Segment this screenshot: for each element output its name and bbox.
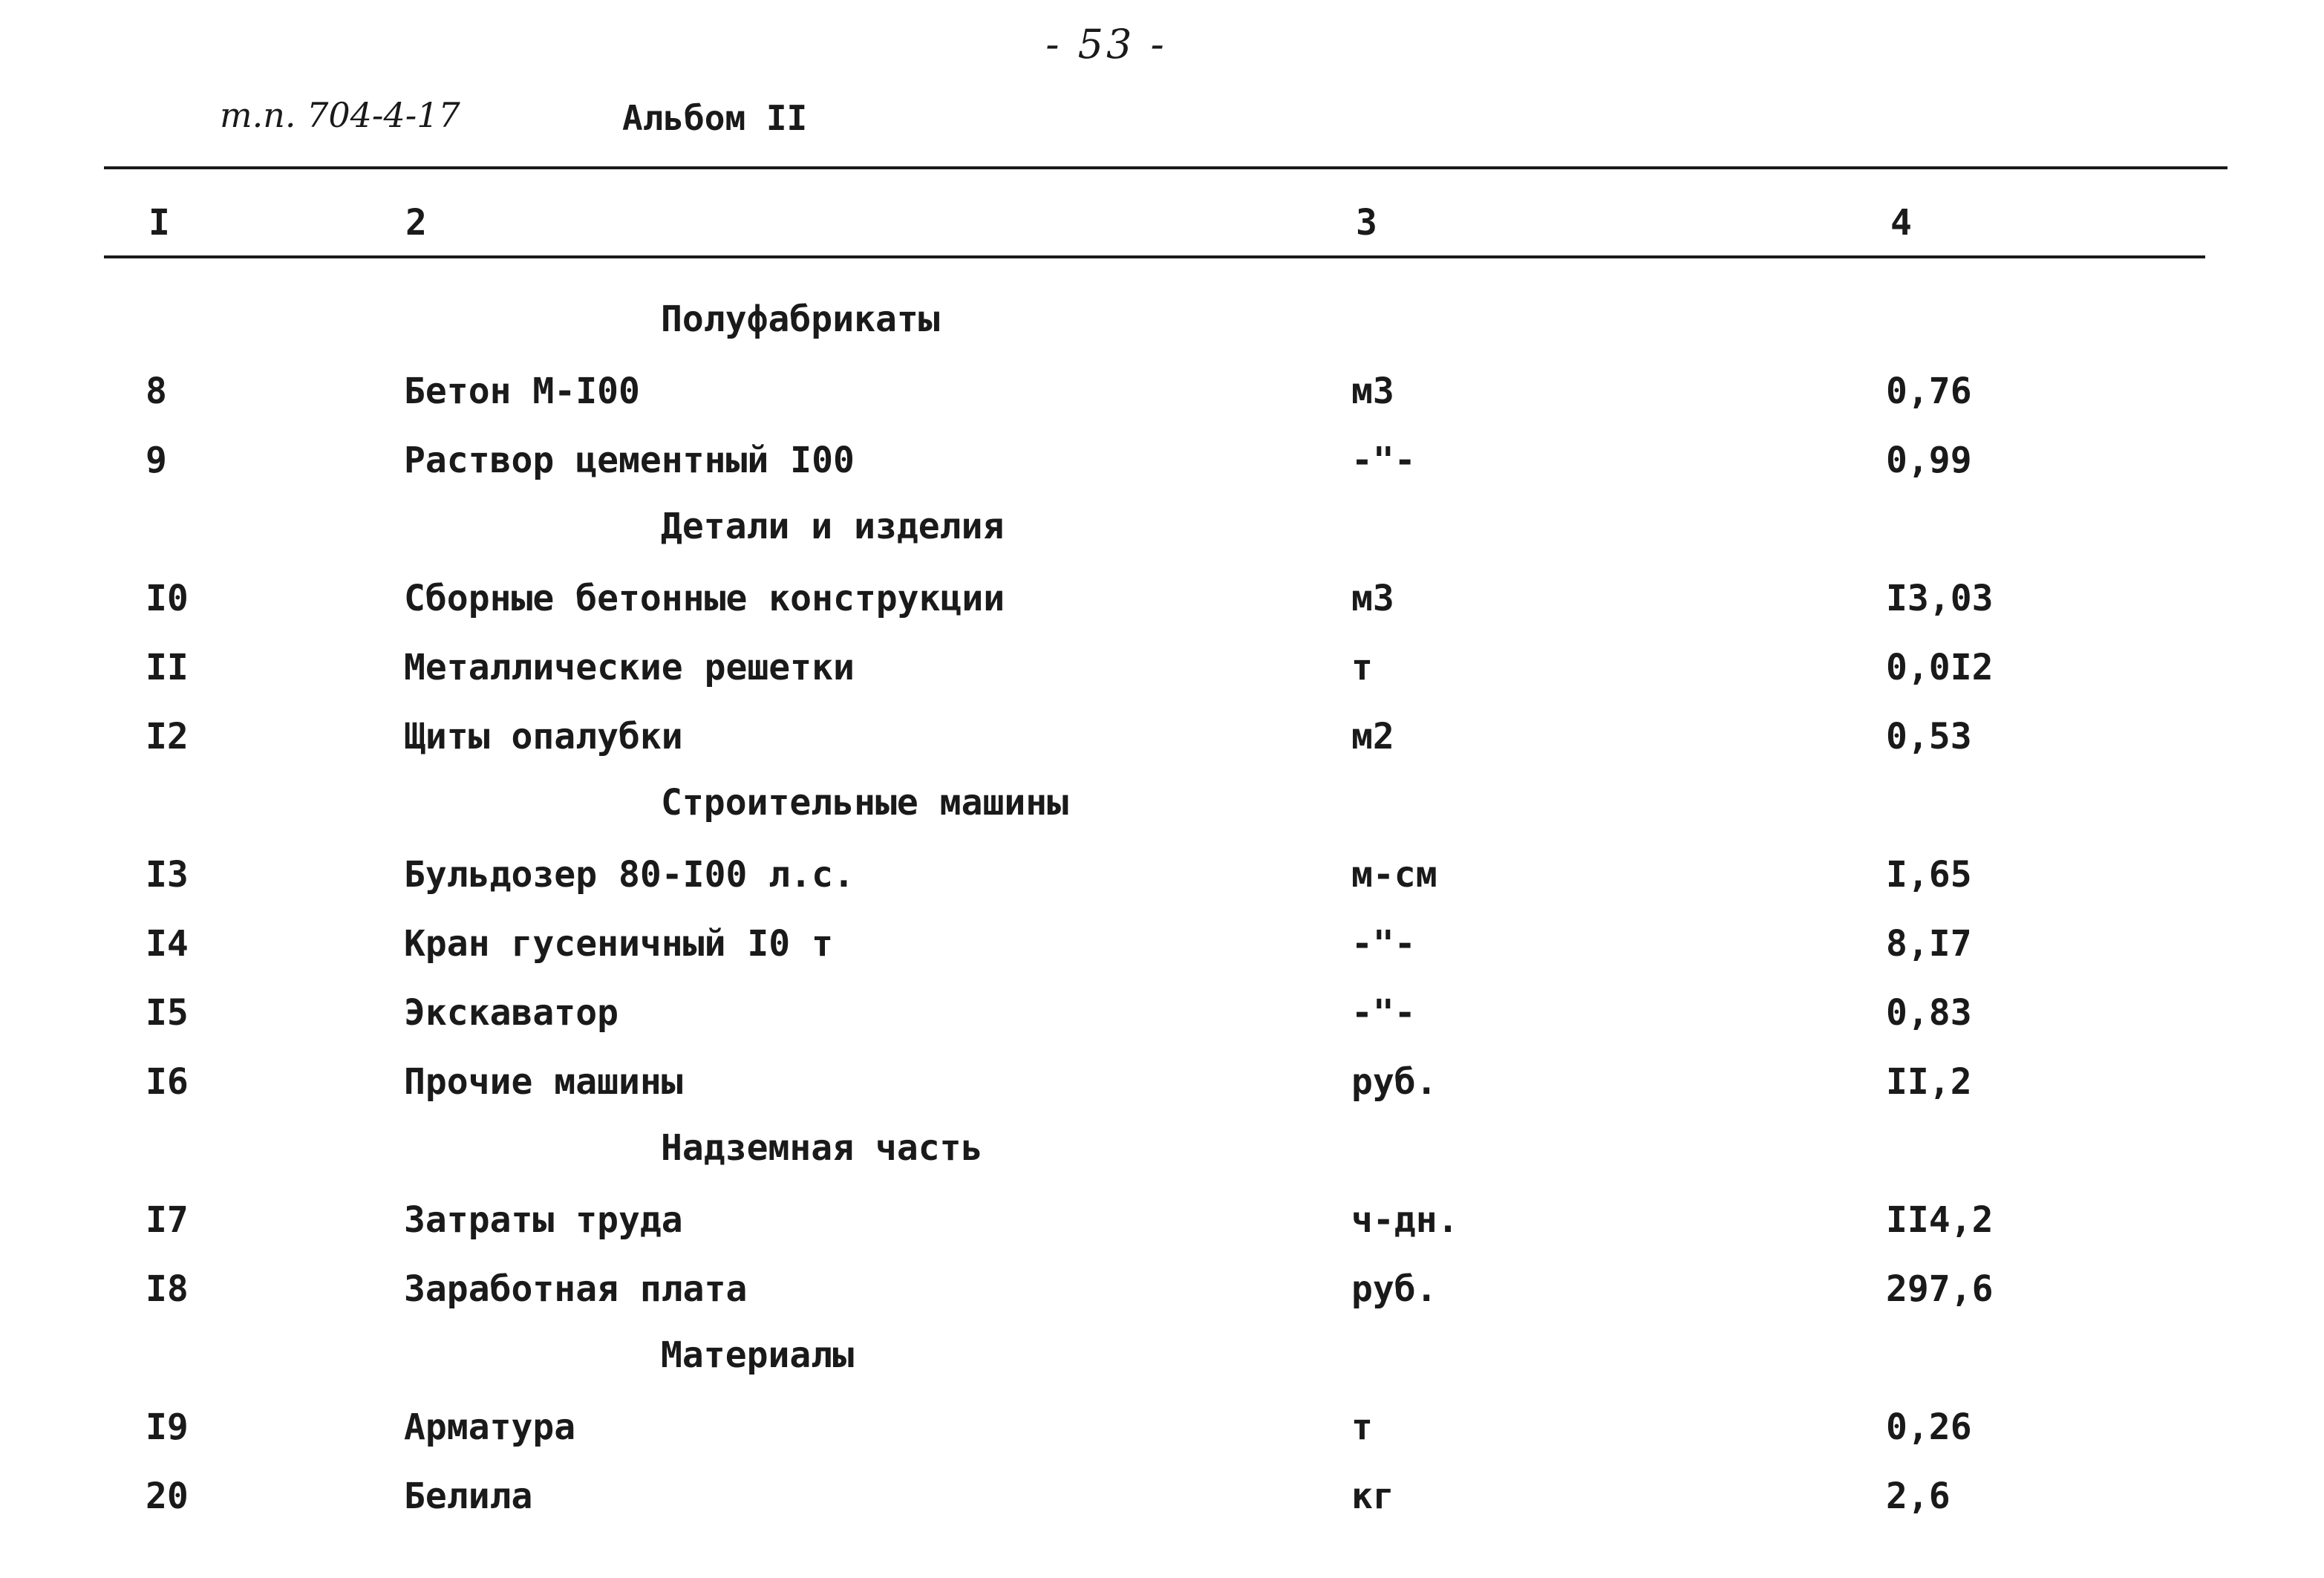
row-name: Бетон М-I00 bbox=[404, 371, 640, 412]
section-title: Полуфабрикаты bbox=[661, 299, 940, 340]
table-row bbox=[0, 429, 2324, 498]
row-number: I9 bbox=[146, 1406, 189, 1448]
row-value: 0,99 bbox=[1886, 440, 1972, 481]
row-unit: -"- bbox=[1351, 992, 1416, 1034]
column-header-3: 3 bbox=[1356, 202, 1377, 244]
row-value: 2,6 bbox=[1886, 1476, 1951, 1517]
row-number: I8 bbox=[146, 1268, 189, 1310]
row-number: 8 bbox=[146, 371, 167, 412]
row-value: 297,6 bbox=[1886, 1268, 1994, 1310]
table-row bbox=[0, 705, 2324, 775]
row-number: II bbox=[146, 647, 189, 688]
table-row bbox=[0, 1258, 2324, 1327]
column-headers bbox=[0, 202, 2324, 247]
row-name: Щиты опалубки bbox=[404, 716, 683, 757]
row-unit: м-см bbox=[1351, 854, 1437, 896]
row-unit: ч-дн. bbox=[1351, 1199, 1459, 1241]
row-name: Заработная плата bbox=[404, 1268, 748, 1310]
row-number: 9 bbox=[146, 440, 167, 481]
table-row bbox=[0, 1189, 2324, 1258]
section-heading bbox=[0, 291, 2324, 360]
row-value: 0,0I2 bbox=[1886, 647, 1994, 688]
row-number: 20 bbox=[146, 1476, 189, 1517]
row-name: Прочие машины bbox=[404, 1061, 683, 1103]
section-heading bbox=[0, 1120, 2324, 1189]
row-number: I2 bbox=[146, 716, 189, 757]
row-unit: -"- bbox=[1351, 440, 1416, 481]
section-title: Надземная часть bbox=[661, 1127, 983, 1169]
row-value: 0,76 bbox=[1886, 371, 1972, 412]
document-code: т.п. 704-4-17 bbox=[220, 95, 460, 135]
row-number: I5 bbox=[146, 992, 189, 1034]
table-row bbox=[0, 1396, 2324, 1465]
row-unit: м3 bbox=[1351, 371, 1394, 412]
row-value: 0,83 bbox=[1886, 992, 1972, 1034]
section-title: Материалы bbox=[661, 1334, 855, 1376]
column-header-1: I bbox=[148, 202, 170, 244]
row-number: I7 bbox=[146, 1199, 189, 1241]
row-name: Экскаватор bbox=[404, 992, 618, 1034]
row-value: I3,03 bbox=[1886, 578, 1994, 619]
section-heading bbox=[0, 775, 2324, 844]
row-name: Затраты труда bbox=[404, 1199, 683, 1241]
row-unit: руб. bbox=[1351, 1061, 1437, 1103]
column-header-2: 2 bbox=[405, 202, 427, 244]
row-number: I6 bbox=[146, 1061, 189, 1103]
row-unit: м3 bbox=[1351, 578, 1394, 619]
row-name: Кран гусеничный I0 т bbox=[404, 923, 833, 965]
table-row bbox=[0, 844, 2324, 913]
row-unit: т bbox=[1351, 647, 1373, 688]
page-number: - 53 - bbox=[1045, 21, 1167, 68]
row-value: 0,53 bbox=[1886, 716, 1972, 757]
table-row bbox=[0, 360, 2324, 429]
header-rule bbox=[104, 255, 2205, 258]
section-title: Строительные машины bbox=[661, 782, 1069, 824]
row-name: Бульдозер 80-I00 л.с. bbox=[404, 854, 855, 896]
row-name: Арматура bbox=[404, 1406, 576, 1448]
row-name: Металлические решетки bbox=[404, 647, 855, 688]
row-unit: руб. bbox=[1351, 1268, 1437, 1310]
row-unit: -"- bbox=[1351, 923, 1416, 965]
row-value: 0,26 bbox=[1886, 1406, 1972, 1448]
row-value: I,65 bbox=[1886, 854, 1972, 896]
top-rule bbox=[104, 166, 2227, 169]
table-row bbox=[0, 913, 2324, 982]
table-body bbox=[0, 291, 2324, 1534]
album-label: Альбом II bbox=[622, 98, 808, 138]
section-title: Детали и изделия bbox=[661, 506, 1005, 547]
table-row bbox=[0, 1051, 2324, 1120]
row-number: I0 bbox=[146, 578, 189, 619]
row-unit: кг bbox=[1351, 1476, 1394, 1517]
row-value: 8,I7 bbox=[1886, 923, 1972, 965]
table-row bbox=[0, 636, 2324, 705]
row-value: II4,2 bbox=[1886, 1199, 1994, 1241]
row-name: Белила bbox=[404, 1476, 533, 1517]
section-heading bbox=[0, 1327, 2324, 1396]
table-row bbox=[0, 982, 2324, 1051]
column-header-4: 4 bbox=[1890, 202, 1912, 244]
table-row bbox=[0, 1465, 2324, 1534]
row-unit: т bbox=[1351, 1406, 1373, 1448]
row-number: I3 bbox=[146, 854, 189, 896]
row-number: I4 bbox=[146, 923, 189, 965]
row-value: II,2 bbox=[1886, 1061, 1972, 1103]
table-row bbox=[0, 567, 2324, 636]
row-unit: м2 bbox=[1351, 716, 1394, 757]
row-name: Раствор цементный I00 bbox=[404, 440, 855, 481]
section-heading bbox=[0, 498, 2324, 567]
row-name: Сборные бетонные конструкции bbox=[404, 578, 1005, 619]
